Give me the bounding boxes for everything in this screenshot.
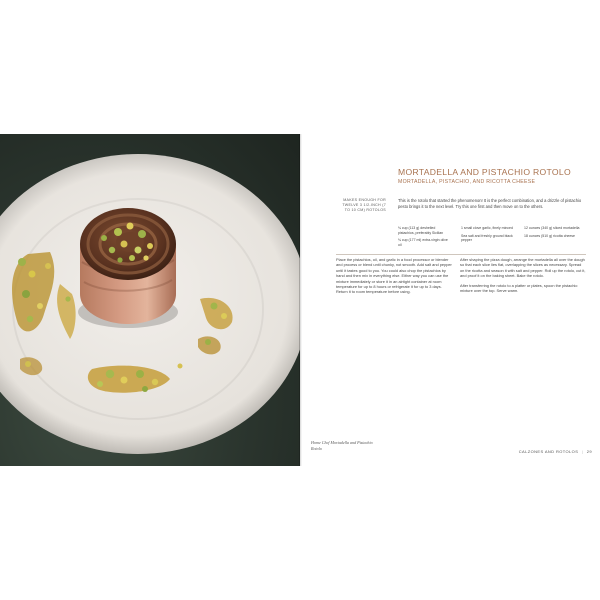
- footer-separator: |: [581, 449, 584, 454]
- method-paragraph: After shaping the pizza dough, arrange the mortadella all over the dough so that each slice lies flat, overlapping the slices as necessary. Spread on the ricotta and season it with salt and pepper. Roll up the rotolo, cut it, and proof it on the baking sheet. Bake the rotolo.: [460, 257, 586, 279]
- footer-section: CALZONES AND ROTOLOS: [518, 449, 579, 454]
- book-spread: [0, 134, 600, 466]
- ingredient-item: ¾ cup (177 ml) extra-virgin olive oil: [398, 238, 448, 247]
- ingredients-column-3: [524, 226, 582, 241]
- method-left-column: [336, 257, 454, 299]
- ingredients-column-2: [461, 226, 515, 246]
- plated-rotolo-illustration: [0, 134, 300, 466]
- ingredient-item: 1 small clove garlic, finely minced: [461, 226, 513, 230]
- recipe-subtitle: MORTADELLA, PISTACHIO, AND RICOTTA CHEESE: [398, 179, 536, 185]
- food-photo: [0, 134, 300, 466]
- method-paragraph: After transferring the rotolo to a platter or plates, spoon the pistachio mixture over the top. Serve warm.: [460, 282, 578, 294]
- page-footer: [502, 449, 592, 454]
- ingredient-item: 12 ounces (340 g) sliced mortadella: [524, 226, 580, 230]
- photo-caption: Home Chef Mortadella and Pistachio Rotolo: [311, 440, 373, 451]
- recipe-title: MORTADELLA AND PISTACHIO ROTOLO: [398, 167, 571, 177]
- ingredient-item: Sea salt and freshly ground black pepper: [461, 233, 513, 243]
- method-right-column: [460, 257, 586, 297]
- page-number: 29: [586, 449, 592, 454]
- recipe-page: [302, 134, 600, 466]
- recipe-yield: MAKES ENOUGH FOR TWELVE 3 1/2-INCH (7 TO 10 CM) ROTOLOS: [342, 198, 386, 213]
- method-paragraph: Place the pistachios, oil, and garlic in a food processor or blender and process or blend until chunky, not smooth. Add salt and pepper until it tastes good to you. You could also chop the pistachios by hand and then mix in everything else. Either way you can use the mixture immediately or store it in an airtight container at room temperature for up to 8 hours or refrigerate it for up to 3 days. Return it to room temperature before using.: [336, 257, 452, 295]
- section-divider: [336, 254, 586, 255]
- ingredients-column-1: [398, 226, 452, 250]
- rotolo: [78, 208, 178, 328]
- ingredient-item: ¾ cup (113 g) deshelled pistachios, preferably Sicilian: [398, 226, 444, 235]
- recipe-intro: This is the rotolo that started the phenomenon! It is the perfect combination, and a drizzle of pistachio pesto brings it to the next level. Try this one first and then move on to the others.: [398, 198, 582, 209]
- ingredient-item: 18 ounces (510 g) ricotta cheese: [524, 233, 575, 238]
